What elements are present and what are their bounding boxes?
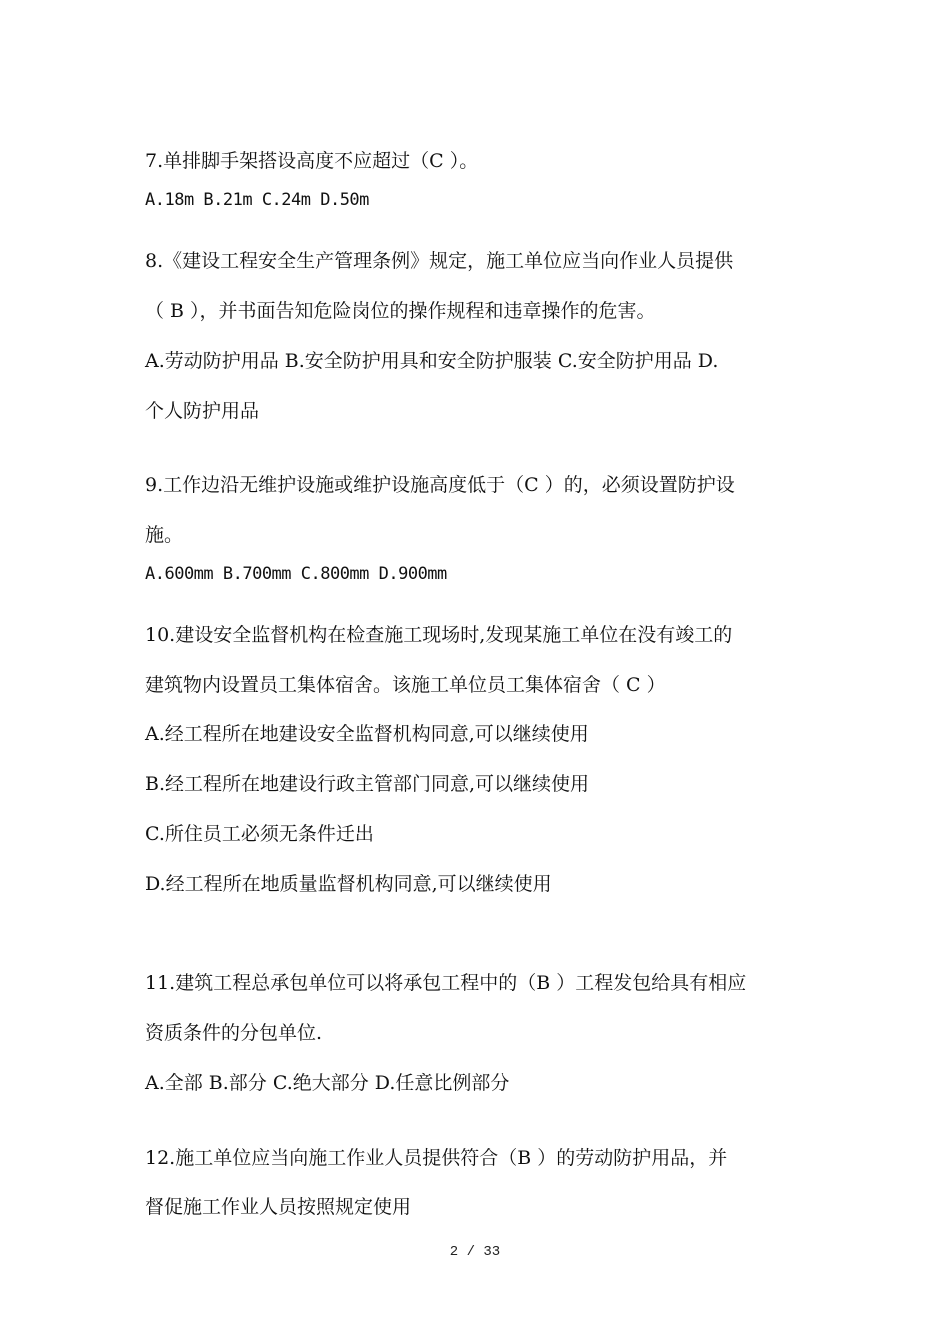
question-9-line-1: 9.工作边沿无维护设施或维护设施高度低于（C ）的，必须设置防护设 xyxy=(145,474,735,496)
question-7-line-1: 7.单排脚手架搭设高度不应超过（C ）。 xyxy=(145,150,479,172)
question-11-options: A.全部 B.部分 C.绝大部分 D.任意比例部分 xyxy=(145,1072,510,1094)
question-10-option-c: C.所住员工必须无条件迁出 xyxy=(145,823,374,845)
question-8-line-2: （ B ），并书面告知危险岗位的操作规程和违章操作的危害。 xyxy=(145,300,656,322)
question-7-options: A.18m B.21m C.24m D.50m xyxy=(145,190,369,210)
question-10-option-b: B.经工程所在地建设行政主管部门同意,可以继续使用 xyxy=(145,773,590,795)
question-11-line-2: 资质条件的分包单位. xyxy=(145,1022,323,1044)
question-8-line-1: 8.《建设工程安全生产管理条例》规定，施工单位应当向作业人员提供 xyxy=(145,250,734,272)
question-10-line-2: 建筑物内设置员工集体宿舍。该施工单位员工集体宿舍（ C ） xyxy=(145,674,666,696)
question-10-option-a: A.经工程所在地建设安全监督机构同意,可以继续使用 xyxy=(145,723,589,745)
question-10-option-d: D.经工程所在地质量监督机构同意,可以继续使用 xyxy=(145,873,552,895)
page-number: 2 / 33 xyxy=(449,1244,501,1260)
question-10-line-1: 10.建设安全监督机构在检查施工现场时,发现某施工单位在没有竣工的 xyxy=(145,624,733,646)
question-12-line-1: 12.施工单位应当向施工作业人员提供符合（B ）的劳动防护用品，并 xyxy=(145,1147,728,1169)
question-8-options-line-1: A.劳动防护用品 B.安全防护用具和安全防护服装 C.安全防护用品 D. xyxy=(145,350,719,372)
question-8-options-line-2: 个人防护用品 xyxy=(145,400,260,422)
question-9-options: A.600mm B.700mm C.800mm D.900mm xyxy=(145,564,447,584)
question-11-line-1: 11.建筑工程总承包单位可以将承包工程中的（B ）工程发包给具有相应 xyxy=(145,972,747,994)
question-9-line-2: 施。 xyxy=(145,524,184,546)
question-12-line-2: 督促施工作业人员按照规定使用 xyxy=(145,1196,412,1218)
